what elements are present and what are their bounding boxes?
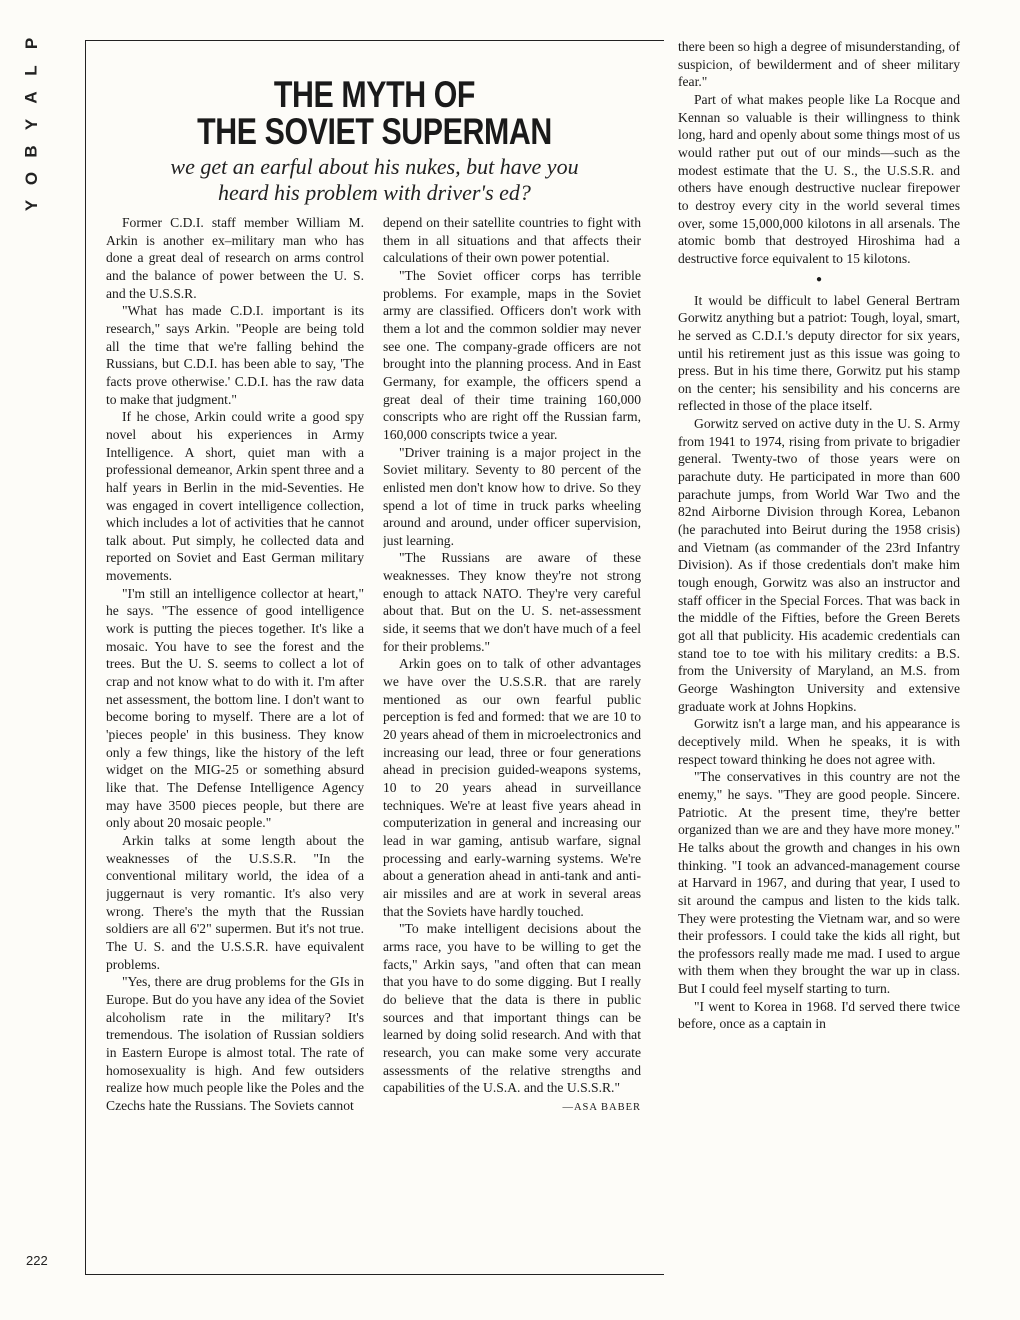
paragraph: Former C.D.I. staff member William M. Arkin is another ex–military man who has done a great deal of research on arms control and the balance of power between the U. S. and the U.S.S.R. bbox=[106, 215, 364, 301]
deck-subtitle bbox=[85, 154, 664, 206]
main-article-column bbox=[678, 38, 960, 1283]
magazine-letter: O bbox=[21, 170, 41, 186]
byline: —ASA BABER bbox=[562, 1101, 641, 1113]
paragraph: "The Soviet officer corps has terrible problems. For example, maps in the Soviet army are classified. Officers don't work with them a lot and the common soldier may never see one. The company-grade officers are not brought into the planning process. And in East Germany, for example, the officers spend a great deal of their time training 160,000 conscripts who are right off the Russian farm, 160,000 conscripts twice a year. bbox=[383, 267, 641, 442]
magazine-name-vertical bbox=[18, 34, 46, 214]
magazine-letter: Y bbox=[22, 198, 41, 212]
sidebar-column-1 bbox=[106, 214, 364, 1272]
paragraph: Part of what makes people like La Rocque and Kennan so valuable is their willingness to think long, hard and openly about some things most of us would rather put out of our minds—such as the modest estimate that the U. S., the U.S.S.R. and others have enough destructive nuclear firepower to destroy every city in the world several times over, some 15,000,000 kilotons in all arsenals. The atomic bomb that destroyed Hiroshima had a destructive force equivalent to 15 kilotons. bbox=[678, 91, 960, 266]
paragraph: "Yes, there are drug problems for the GIs in Europe. But do you have any idea of the Soviet alcoholism rate in the military? It's tremendous. The isolation of Russian soldiers in Eastern Europe is almost total. The rate of homosexuality is high. And few outsiders realize how much people like the Poles and the Czechs hate the Russians. The Soviets cannot bbox=[106, 974, 364, 1113]
paragraph: Gorwitz served on active duty in the U. S. Army from 1941 to 1974, rising from private to brigadier general. Twenty-two of those years were on parachute duty. He participated in more than 600 parachute jumps, from World War Two and the 82nd Airborne Division through Korea, Lebanon (he parachuted into Beirut during the 1958 crisis) and Vietnam (as commander of the 23rd Infantry Division). As if those credentials don't make him tough enough, Gorwitz was also an instructor and staff officer in the Special Forces. That was back in the middle of the Fifties, before the Green Berets got all that publicity. His academic credentials can stand toe to toe with his military credits: a B.S. from the University of Maryland, an M.S. from George Washington University and extensive graduate work at Johns Hopkins. bbox=[678, 416, 960, 714]
headline-line: THE SOVIET SUPERMAN bbox=[197, 111, 552, 152]
paragraph: Arkin talks at some length about the weaknesses of the U.S.S.R. "In the conventional military world, the idea of a juggernaut is very romantic. It's also very wrong. There's the myth that the Russian soldiers are all 6'2" supermen. But it's not true. The U. S. and the U.S.S.R. have equivalent problems. bbox=[106, 832, 364, 972]
paragraph: It would be difficult to label General Bertram Gorwitz anything but a patriot: Tough, loyal, smart, he served as C.D.I.'s deputy director for six years, until his retirement just as this issue was going to press. But in his time there, Gorwitz put his stamp on the center; his sensibility and his concerns are reflected in those of the place itself. bbox=[678, 292, 960, 414]
headline-line: THE MYTH OF bbox=[273, 74, 476, 115]
paragraph: "Driver training is a major project in the Soviet military. Seventy to 80 percent of the enlisted men don't know how to drive. So they spend a lot of time in truck parks wheeling around and around, under officer supervision, just learning. bbox=[383, 444, 641, 548]
magazine-letter: Y bbox=[22, 117, 41, 131]
paragraph: "What has made C.D.I. important is its research," says Arkin. "People are being told all the time that we're falling behind the Russians, but C.D.I. has been able to say, 'The facts prove otherwise.' C.D.I. has the raw data to make that judgment." bbox=[106, 303, 364, 407]
paragraph: "The Russians are aware of these weaknesses. They know they're not strong enough to attack NATO. They're very careful about that. But on the U. S. net-assessment side, it seems that we don't have much of a feel for their problems." bbox=[383, 550, 641, 654]
paragraph: "The conservatives in this country are not the enemy," he says. "They are good people. Sincere. Patriotic. At the present time, they're better organized than we are and they have more money." He talks about the growth and changes in his own thinking. "I took an advanced-management course at Harvard in 1967, and during that year, I used to sit around the campus and listen to the kids talk. They were protesting the Vietnam war, and so were their professors. I could take the kids all right, but the professors really made me mad. I used to argue with them when they brought the war up in class. But I could feel myself starting to turn. bbox=[678, 769, 960, 997]
headline bbox=[137, 76, 612, 150]
deck-line: we get an earful about his nukes, but have you bbox=[170, 154, 579, 179]
paragraph-text: "To make intelligent decisions about the arms race, you have to be willing to get the facts," Arkin says, "and often that can mean that you have to do some digging. But I really do believe that the data is there in public sources and that important things can be learned by doing solid research. And with that research, you can make some very accurate assessments of the relative strengths and capabilities of the U.S.A. and the U.S.S.R." bbox=[383, 921, 641, 1096]
magazine-letter: A bbox=[22, 90, 41, 104]
sidebar-column-2 bbox=[383, 214, 641, 1274]
magazine-letter: L bbox=[21, 64, 41, 76]
magazine-letter: P bbox=[22, 36, 41, 50]
section-separator: ● bbox=[815, 273, 823, 285]
paragraph: Gorwitz isn't a large man, and his appearance is deceptively mild. When he speaks, it is with respect toward thinking he does not agree with. bbox=[678, 716, 960, 767]
deck-line: heard his problem with driver's ed? bbox=[218, 180, 531, 205]
paragraph: Arkin goes on to talk of other advantages we have over the U.S.S.R. that are rarely mentioned as our own fearful public perception is fed and formed: that we are 10 to 20 years ahead of them in microelectronics and increasing our lead, three or four generations ahead in precision guided-weapons systems, 10 to 20 years ahead in surveillance techniques. We're at least five years ahead in computerization in general and increasing our lead in war gaming, antisub warfare, signal processing and early-warning systems. We're about a generation ahead in anti-tank and anti-air missiles and are at work in several areas that the Soviets have hardly touched. bbox=[383, 656, 641, 919]
paragraph: "I went to Korea in 1968. I'd served there twice before, once as a captain in bbox=[678, 998, 960, 1032]
paragraph: If he chose, Arkin could write a good spy novel about his experiences in Army Intelligence. A short, quiet man with a professional demeanor, Arkin spent three and a half years in Berlin in the mid-Seventies. He was engaged in covert intelligence collection, which includes a lot of activities that he cannot talk about. Put simply, he collected data and reported on Soviet and East German military movements. bbox=[106, 409, 364, 584]
paragraph: "I'm still an intelligence collector at heart," he says. "The essence of good intelligence work is putting the pieces together. It's like a mosaic. You have to see the forest and the trees. But the U. S. seems to collect a lot of crap and not know what to do with it. I'm after net assessment, the bottom line. I don't want to become boring to myself. There are a lot of 'pieces people' in this business. They know only a few things, like the history of the left widget on the MIG-25 or something absurd like that. The Defense Intelligence Agency may have 3500 pieces people, but there are only about 20 mosaic people." bbox=[106, 585, 364, 831]
magazine-letter: B bbox=[22, 144, 41, 158]
paragraph: depend on their satellite countries to fight with them in all situations and that affects their calculations of their own power potential. bbox=[383, 215, 641, 266]
page-number: 222 bbox=[26, 1253, 48, 1268]
paragraph: there been so high a degree of misunderstanding, of suspicion, of bewilderment and of sheer military fear." bbox=[678, 39, 960, 90]
paragraph bbox=[383, 920, 641, 1113]
